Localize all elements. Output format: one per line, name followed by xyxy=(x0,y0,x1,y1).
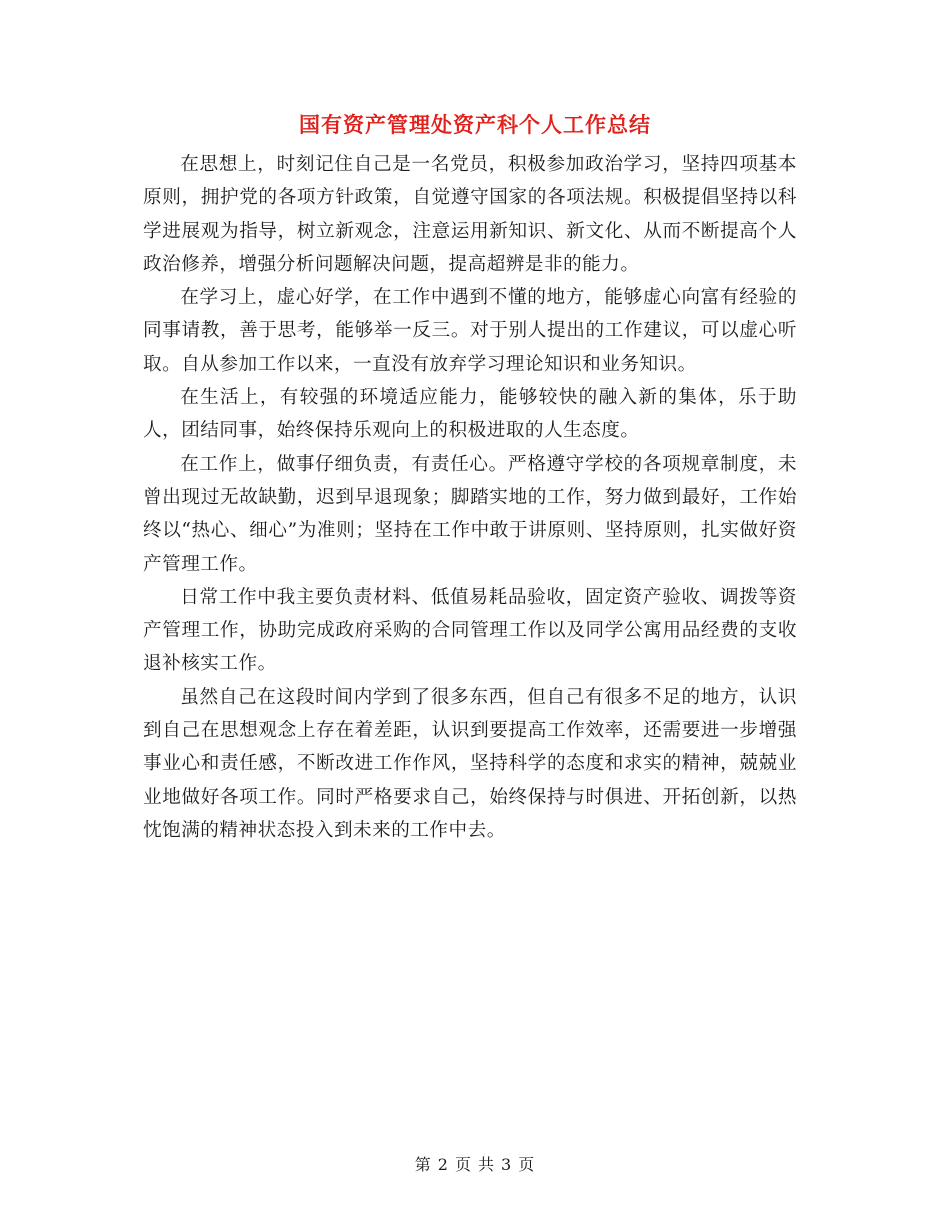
document-body xyxy=(143,148,797,847)
footer-suffix: 页 xyxy=(518,1155,536,1174)
page-number-footer xyxy=(0,1152,950,1175)
paragraph-daily-duties: 日常工作中我主要负责材料、低值易耗品验收，固定资产验收、调拨等资产管理工作，协助完成政府采购的合同管理工作以及同学公寓用品经费的支收退补核实工作。 xyxy=(143,586,797,675)
paragraph-shortcomings: 虽然自己在这段时间内学到了很多东西，但自己有很多不足的地方，认识到自己在思想观念上存在着差距，认识到要提高工作效率，还需要进一步增强事业心和责任感，不断改进工作作风，坚持科学的态度和求实的精神，兢兢业业地做好各项工作。同时严格要求自己，始终保持与时俱进、开拓创新，以热忱饱满的精神状态投入到未来的工作中去。 xyxy=(143,686,797,841)
footer-page-word: 页 xyxy=(454,1155,472,1174)
paragraph-study: 在学习上，虚心好学，在工作中遇到不懂的地方，能够虚心向富有经验的同事请教，善于思考，能够举一反三。对于别人提出的工作建议，可以虚心听取。自从参加工作以来，一直没有放弃学习理论知识和业务知识。 xyxy=(143,287,797,375)
footer-total-pages: 3 xyxy=(501,1155,513,1174)
paragraph-work: 在工作上，做事仔细负责，有责任心。严格遵守学校的各项规章制度，未曾出现过无故缺勤，迟到早退现象；脚踏实地的工作，努力做到最好，工作始终以“热心、细心”为准则；坚持在工作中敢于讲原则、坚持原则，扎实做好资产管理工作。 xyxy=(143,453,797,575)
document-title: 国有资产管理处资产科个人工作总结 xyxy=(299,112,651,137)
footer-prefix: 第 xyxy=(414,1155,432,1174)
paragraph-life: 在生活上，有较强的环境适应能力，能够较快的融入新的集体，乐于助人，团结同事，始终保持乐观向上的积极进取的人生态度。 xyxy=(143,387,797,442)
paragraph-ideology: 在思想上，时刻记住自己是一名党员，积极参加政治学习，坚持四项基本原则，拥护党的各项方针政策，自觉遵守国家的各项法规。积极提倡坚持以科学进展观为指导，树立新观念，注意运用新知识、新文化、从而不断提高个人政治修养，增强分析问题解决问题，提高超辨是非的能力。 xyxy=(143,154,797,275)
footer-total-word: 共 xyxy=(478,1155,496,1174)
footer-current-page: 2 xyxy=(437,1155,449,1174)
